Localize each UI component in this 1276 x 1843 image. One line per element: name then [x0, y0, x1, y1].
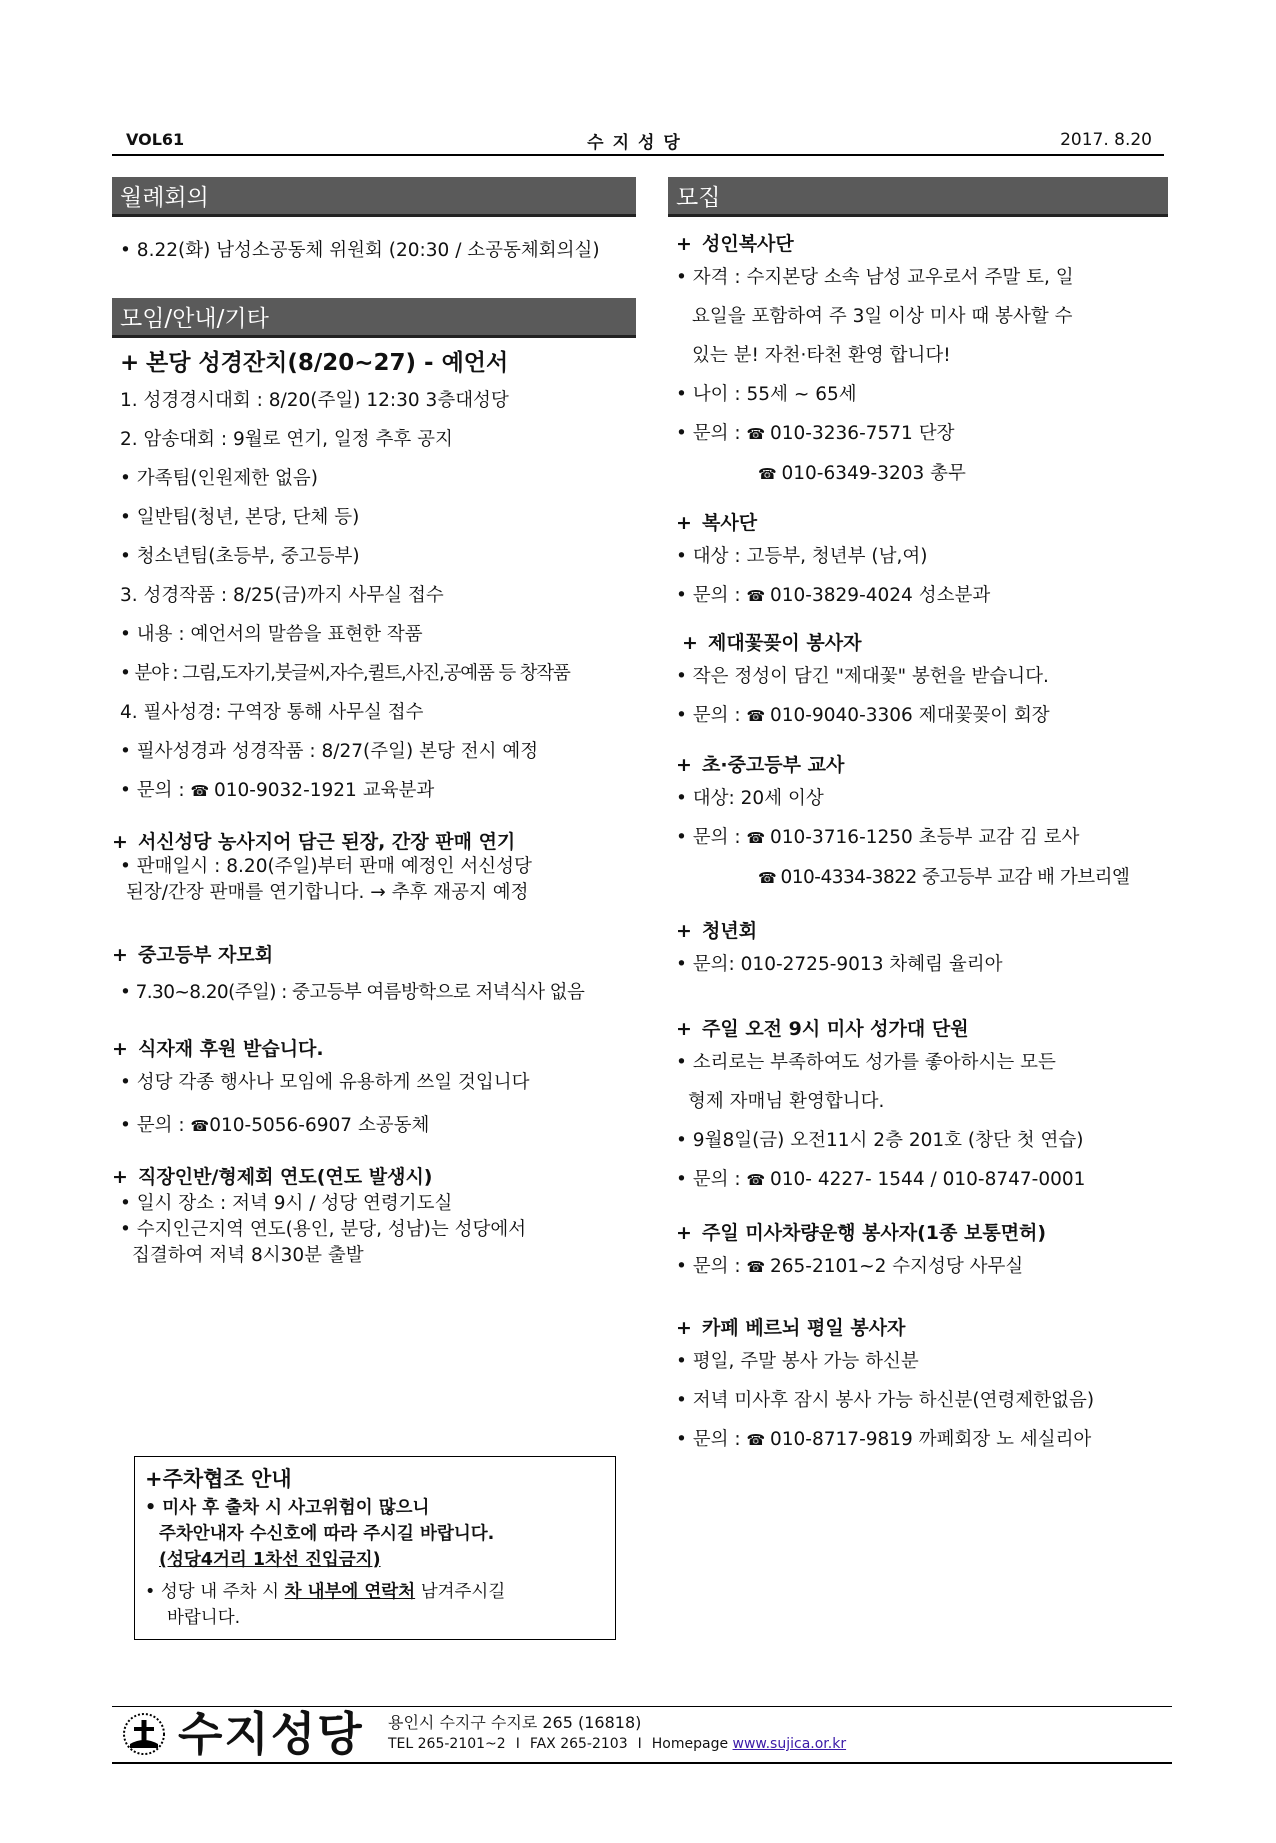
footer-contact — [388, 1736, 846, 1752]
list-item: 2. 암송대회 : 9월로 연기, 일정 추후 공지 — [120, 429, 453, 450]
cafe-line: • 저녁 미사후 잠시 봉사 가능 하신분(연령제한없음) — [668, 1381, 1168, 1420]
adult-altar-inquiry: ☎ 010-6349-3203 총무 — [758, 463, 966, 484]
adult-altar-inquiry: • 문의 : ☎ 010-3236-7571 단장 — [668, 414, 1168, 454]
plus-icon: + — [112, 1038, 128, 1060]
list-item: • 가족팀(인원제한 없음) — [112, 459, 636, 498]
choir-heading: + 주일 오전 9시 미사 성가대 단원 — [676, 1018, 969, 1040]
adult-altar-line: • 나이 : 55세 ~ 65세 — [668, 375, 1168, 414]
altar-inquiry: • 문의 : ☎ 010-3829-4024 성소분과 — [668, 576, 1168, 616]
plus-icon: + — [112, 831, 128, 853]
phone-icon: ☎ — [746, 587, 770, 605]
phone-icon: ☎ — [746, 1258, 770, 1276]
issue-date: 2017. 8.20 — [1060, 130, 1152, 150]
altar-line: • 대상 : 고등부, 청년부 (남,여) — [668, 537, 1168, 576]
youth-heading: + 청년회 — [676, 920, 758, 942]
workers-line: • 일시 장소 : 저녁 9시 / 성당 연령기도실 — [112, 1191, 636, 1217]
divider: I — [515, 1736, 520, 1752]
parking-notice-box — [134, 1456, 616, 1640]
workers-heading: + 직장인반/형제회 연도(연도 발생시) — [112, 1166, 433, 1188]
section-bar-recruit: 모집 — [668, 177, 1168, 217]
food-inquiry: • 문의 : ☎010-5056-6907 소공동체 — [112, 1106, 636, 1146]
choir-line: 형제 자매님 환영합니다. — [688, 1091, 885, 1112]
adult-altar-line: 요일을 포함하여 주 3일 이상 미사 때 봉사할 수 — [692, 306, 1073, 327]
plus-icon: + — [676, 754, 692, 776]
plus-icon: + — [676, 512, 692, 534]
parking-line: (성당4거리 1차선 진입금지) — [159, 1550, 381, 1570]
plus-icon: + — [112, 944, 128, 966]
teacher-heading: + 초·중고등부 교사 — [676, 754, 845, 776]
cafe-heading: + 카페 베르뇌 평일 봉사자 — [676, 1317, 906, 1339]
phone-icon: ☎ — [758, 869, 781, 887]
list-item: 3. 성경작품 : 8/25(금)까지 사무실 접수 — [120, 585, 444, 606]
altar-heading: + 복사단 — [676, 512, 758, 534]
choir-inquiry: • 문의 : ☎ 010- 4227- 1544 / 010-8747-0001 — [668, 1160, 1168, 1200]
list-item: 4. 필사성경: 구역장 통해 사무실 접수 — [120, 702, 424, 723]
list-item: • 필사성경과 성경작품 : 8/27(주일) 본당 전시 예정 — [112, 732, 636, 771]
choir-line: • 9월8일(금) 오전11시 2층 201호 (창단 첫 연습) — [668, 1121, 1168, 1160]
parish-title: 수지성당 — [587, 133, 689, 153]
footer-homepage-label: Homepage — [651, 1736, 729, 1752]
parents-line: • 7.30~8.20(주일) : 중고등부 여름방학으로 저녁식사 없음 — [112, 973, 636, 1012]
phone-icon: ☎ — [746, 1431, 770, 1449]
parking-line: • 성당 내 주차 시 차 내부에 연락처 남겨주시길 — [145, 1582, 506, 1602]
footer-parish-name: 수지성당 — [178, 1707, 364, 1761]
food-line: • 성당 각종 행사나 모임에 유용하게 쓰일 것입니다 — [112, 1063, 636, 1102]
plus-icon: + — [676, 1018, 692, 1040]
teacher-inquiry: • 문의 : ☎ 010-3716-1250 초등부 교감 김 로사 — [668, 818, 1168, 858]
teacher-inquiry: ☎ 010-4334-3822 중고등부 교감 배 가브리엘 — [758, 867, 1130, 888]
list-item: • 일반팀(청년, 본당, 단체 등) — [112, 498, 636, 537]
footer-fax: FAX 265-2103 — [529, 1736, 628, 1752]
festival-list — [112, 381, 636, 811]
plus-icon: + — [682, 632, 698, 654]
parking-line: 주차안내자 수신호에 따라 주시길 바랍니다. — [159, 1524, 495, 1544]
seosin-line: • 판매일시 : 8.20(주일)부터 판매 예정인 서신성당 — [112, 854, 636, 880]
flower-heading: + 제대꽃꽂이 봉사자 — [682, 632, 862, 654]
plus-icon: + — [676, 1222, 692, 1244]
phone-icon: ☎ — [746, 707, 770, 725]
inquiry-line: • 문의 : ☎ 010-9032-1921 교육분과 — [112, 771, 636, 811]
parking-line: • 미사 후 출차 시 사고위험이 많으니 — [145, 1498, 430, 1518]
meeting-item: • 8.22(화) 남성소공동체 위원회 (20:30 / 소공동체회의실) — [112, 231, 636, 270]
parish-logo-icon — [122, 1712, 166, 1756]
flower-inquiry: • 문의 : ☎ 010-9040-3306 제대꽃꽂이 회장 — [668, 696, 1168, 736]
seosin-heading: + 서신성당 농사지어 담근 된장, 간장 판매 연기 — [112, 831, 516, 853]
workers-line: 집결하여 저녁 8시30분 출발 — [132, 1245, 364, 1266]
volume-number: VOL61 — [126, 130, 185, 149]
section-bar-meeting: 월례회의 — [112, 177, 636, 217]
plus-icon: + — [676, 233, 692, 255]
food-heading: + 식자재 후원 받습니다. — [112, 1038, 324, 1060]
list-item: 1. 성경경시대회 : 8/20(주일) 12:30 3층대성당 — [120, 390, 509, 411]
vehicle-inquiry: • 문의 : ☎ 265-2101~2 수지성당 사무실 — [668, 1247, 1168, 1287]
divider: I — [637, 1736, 642, 1752]
footer-address: 용인시 수지구 수지로 265 (16818) — [388, 1713, 642, 1732]
phone-icon: ☎ — [746, 1171, 770, 1189]
bulletin-header — [112, 128, 1164, 154]
plus-icon: + — [676, 1317, 692, 1339]
section-bar-notice: 모임/안내/기타 — [112, 298, 636, 338]
phone-icon: ☎ — [190, 782, 214, 800]
header-rule — [112, 154, 1164, 156]
list-item: • 청소년팀(초등부, 중고등부) — [112, 537, 636, 576]
phone-icon: ☎ — [746, 425, 770, 443]
footer-tel: TEL 265-2101~2 — [388, 1736, 506, 1752]
youth-line: • 문의: 010-2725-9013 차혜림 율리아 — [668, 945, 1168, 984]
phone-icon: ☎ — [746, 829, 770, 847]
flower-line: • 작은 정성이 담긴 "제대꽃" 봉헌을 받습니다. — [668, 657, 1168, 696]
list-item: • 내용 : 예언서의 말씀을 표현한 작품 — [112, 615, 636, 654]
phone-icon: ☎ — [190, 1117, 210, 1135]
list-item: • 분야 : 그림,도자기,붓글씨,자수,퀼트,사진,공예품 등 창작품 — [112, 654, 636, 693]
festival-heading: + 본당 성경잔치(8/20~27) - 예언서 — [120, 350, 509, 376]
plus-icon: + — [676, 920, 692, 942]
adult-altar-line: 있는 분! 자천·타천 환영 합니다! — [692, 345, 951, 366]
parents-heading: + 중고등부 자모회 — [112, 944, 274, 966]
plus-icon: + — [120, 350, 140, 376]
phone-icon: ☎ — [758, 465, 782, 483]
cafe-line: • 평일, 주말 봉사 가능 하신분 — [668, 1342, 1168, 1381]
teacher-line: • 대상: 20세 이상 — [668, 779, 1168, 818]
footer-rule-bottom — [112, 1762, 1172, 1764]
workers-line: • 수지인근지역 연도(용인, 분당, 성남)는 성당에서 — [112, 1217, 636, 1243]
vehicle-heading: + 주일 미사차량운행 봉사자(1종 보통면허) — [676, 1222, 1047, 1244]
left-column — [112, 177, 636, 1269]
adult-altar-line: • 자격 : 수지본당 소속 남성 교우로서 주말 토, 일 — [668, 258, 1168, 297]
homepage-link[interactable]: www.sujica.or.kr — [732, 1736, 847, 1752]
adult-altar-heading: + 성인복사단 — [676, 233, 794, 255]
parking-title: +주차협조 안내 — [145, 1467, 292, 1491]
right-column — [668, 177, 1168, 1460]
plus-icon: + — [112, 1166, 128, 1188]
choir-line: • 소리로는 부족하여도 성가를 좋아하시는 모든 — [668, 1043, 1168, 1082]
parking-line: 바랍니다. — [167, 1608, 241, 1628]
cafe-inquiry: • 문의 : ☎ 010-8717-9819 까페회장 노 세실리아 — [668, 1420, 1168, 1460]
seosin-line: 된장/간장 판매를 연기합니다. → 추후 재공지 예정 — [126, 882, 529, 903]
